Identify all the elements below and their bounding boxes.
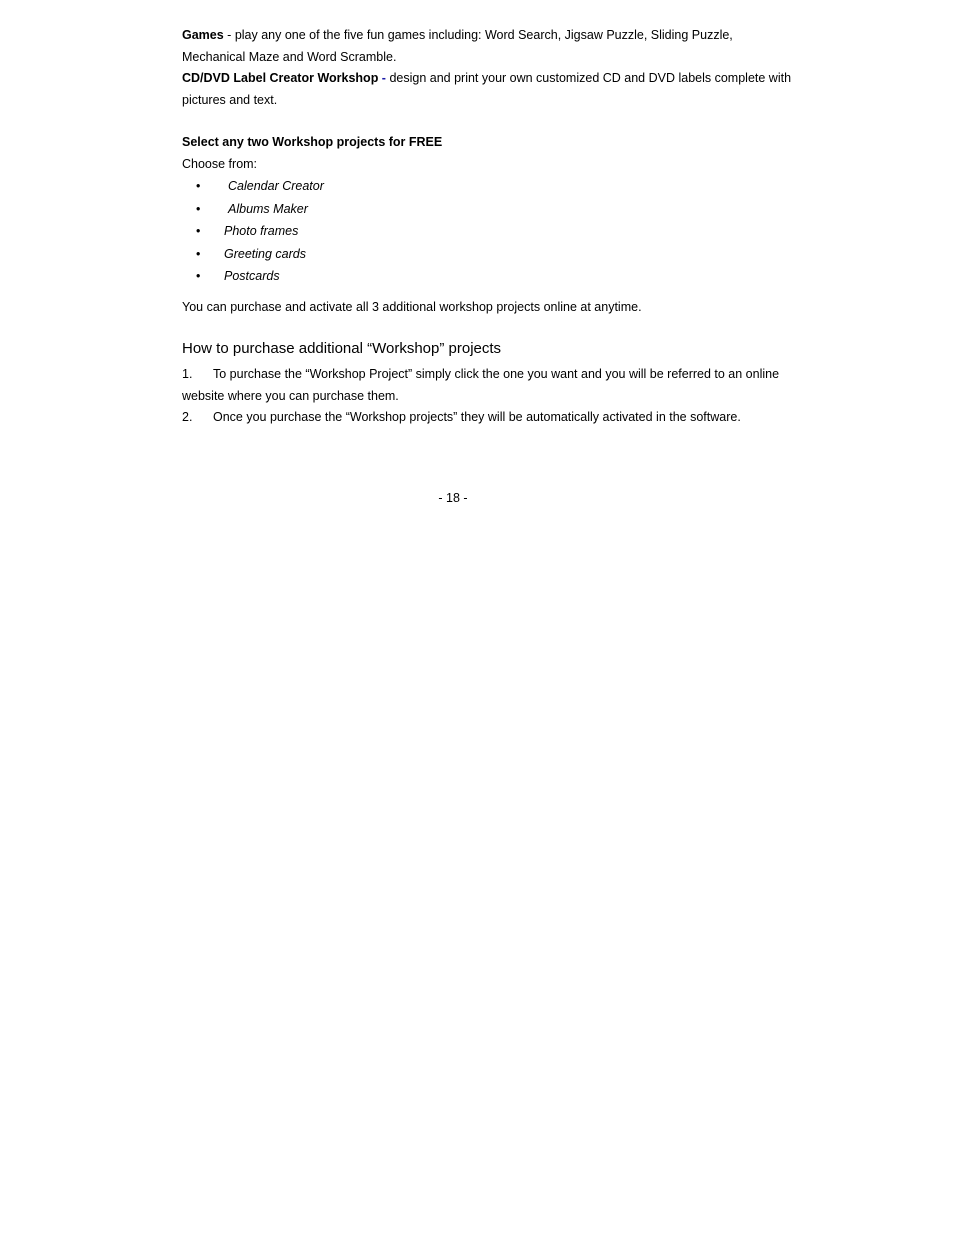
bullet-icon: • bbox=[196, 246, 201, 261]
games-separator: - bbox=[223, 28, 235, 42]
list-item-label: Photo frames bbox=[224, 224, 299, 238]
cddvd-label: CD/DVD Label Creator Workshop bbox=[182, 71, 379, 85]
page-number: - 18 - bbox=[438, 491, 468, 505]
list-item bbox=[182, 220, 792, 243]
choose-from-label: Choose from: bbox=[182, 156, 258, 171]
bullet-icon: • bbox=[196, 224, 201, 238]
bullet-icon: • bbox=[196, 201, 201, 216]
list-item bbox=[182, 198, 792, 221]
games-paragraph bbox=[182, 25, 792, 68]
list-item-label: Greeting cards bbox=[224, 246, 306, 261]
free-projects-heading: Select any two Workshop projects for FREE bbox=[182, 135, 443, 149]
cddvd-text: design and print your own customized CD and DVD labels complete with pictures and text. bbox=[182, 71, 792, 107]
step-number: 1. bbox=[182, 367, 193, 381]
list-item bbox=[182, 175, 792, 198]
step-text: Once you purchase the “Workshop projects” they will be automatically activated in the software. bbox=[213, 410, 741, 424]
list-item bbox=[182, 243, 792, 266]
purchase-note: You can purchase and activate all 3 additional workshop projects online at anytime. bbox=[182, 299, 642, 314]
bullet-icon: • bbox=[196, 269, 201, 283]
cddvd-separator: - bbox=[378, 71, 390, 85]
step-number: 2. bbox=[182, 410, 193, 424]
step-item bbox=[182, 364, 792, 407]
document-page bbox=[182, 25, 792, 429]
bullet-icon: • bbox=[196, 179, 201, 193]
how-to-steps bbox=[182, 364, 792, 429]
list-item-label: Calendar Creator bbox=[228, 179, 324, 193]
list-item-label: Postcards bbox=[224, 269, 280, 283]
list-item-label: Albums Maker bbox=[228, 201, 308, 216]
free-projects-list bbox=[182, 175, 792, 288]
step-text: To purchase the “Workshop Project” simply click the one you want and you will be referred to an online website where you can purchase them. bbox=[182, 367, 780, 403]
how-to-heading: How to purchase additional “Workshop” projects bbox=[182, 340, 502, 357]
list-item bbox=[182, 265, 792, 288]
games-text: play any one of the five fun games including: Word Search, Jigsaw Puzzle, Sliding Puzzle, Mechanical Maze and Word Scramble. bbox=[182, 28, 733, 64]
games-label: Games bbox=[182, 28, 224, 42]
cddvd-paragraph bbox=[182, 68, 792, 111]
step-item bbox=[182, 407, 792, 429]
